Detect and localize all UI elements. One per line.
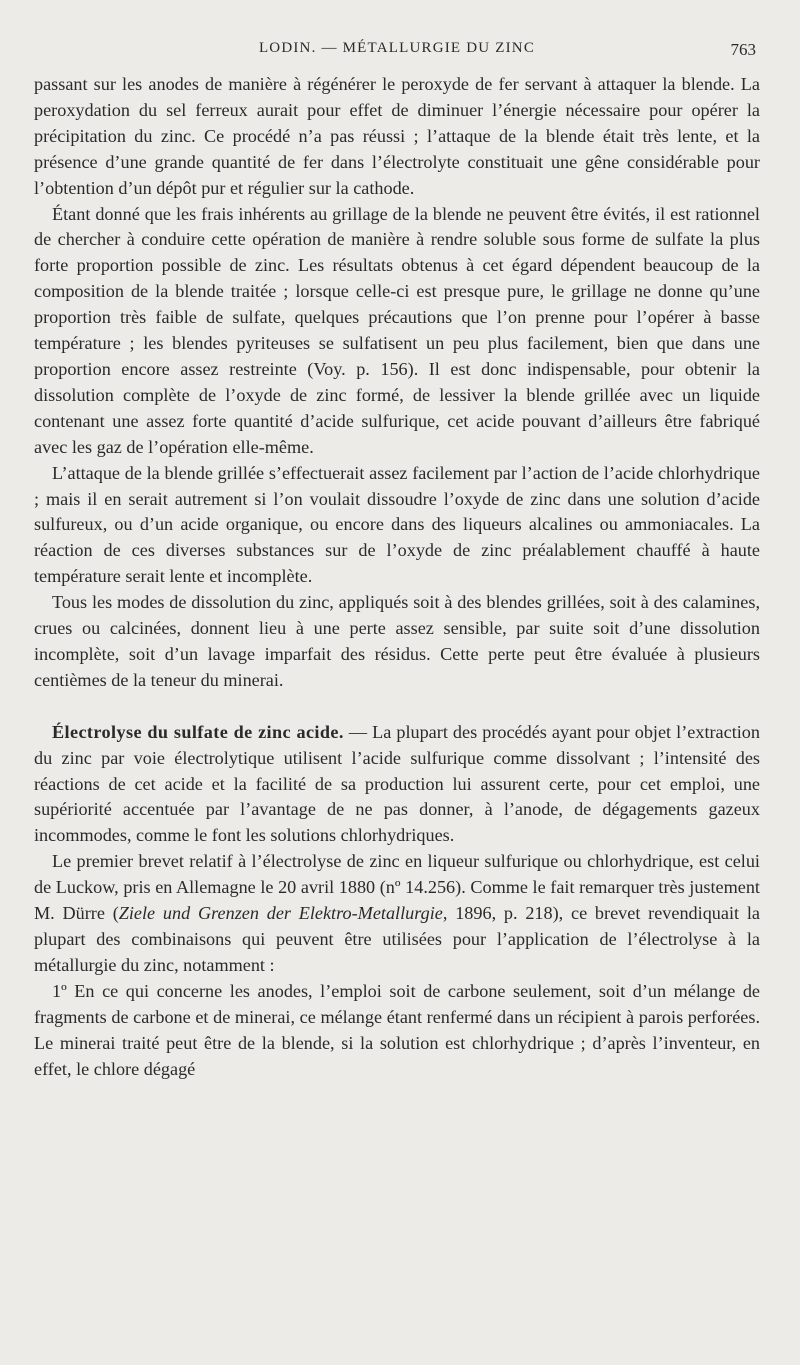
paragraph-2: Étant donné que les frais inhérents au grillage de la blende ne peuvent être évités, il est rationnel de chercher à conduire cette opération de manière à rendre soluble sous forme de sulfate la plus forte proportion possible de zinc. Les résultats obtenus à cet égard dépendent beaucoup de la composition de la blende traitée ; lorsque celle-ci est presque pure, le grillage ne donne qu’une proportion très faible de sulfate, quelques précautions que l’on prenne pour l’opérer à basse température ; les blendes pyriteuses se sulfatisent un peu plus facilement, bien que dans une proportion encore assez restreinte (Voy. p. 156). Il est donc indispensable, pour obtenir la dissolution complète de l’oxyde de zinc formé, de lessiver la blende grillée avec un liquide contenant une assez forte quantité d’acide sulfurique, cet acide pouvant d’ailleurs être fabriqué avec les gaz de l’opération elle-même. <box>34 203 760 457</box>
section-title: Électrolyse du sulfate de zinc acide. <box>52 721 344 742</box>
patent-text-before: Le premier brevet relatif à l’électrolyse de zinc en liqueur sulfurique ou chlorhydrique, est celui de Luckow, pris en Allemagne le 20 avril 1880 (nº 14.256). Comme le fait remarquer très justement M. Dürre ( <box>34 851 760 924</box>
patent-text-after: , 1896, p. 218), ce brevet revendiquait la plupart des combinaisons qui peuvent être utilisées pour l’application de l’électrolyse à la métallurgie du zinc, notamment : <box>34 903 760 975</box>
paragraph-3: L’attaque de la blende grillée s’effectuerait assez facilement par l’action de l’acide chlorhydrique ; mais il en serait autrement si l’on voulait dissoudre l’oxyde de zinc dans une solution d’acide sulfureux, ou d’un acide organique, ou encore dans des liqueurs alcalines ou ammoniacales. La réaction de ces diverses substances sur de l’oxyde de zinc préalablement chauffé à haute température serait lente et incomplète. <box>34 462 760 587</box>
page-header <box>34 36 760 72</box>
paragraph-4: Tous les modes de dissolution du zinc, appliqués soit à des blendes grillées, soit à des calamines, crues ou calcinées, donnent lieu à une perte assez sensible, par suite soit d’une dissolution incomplète, soit d’un lavage imparfait des résidus. Cette perte peut être évaluée à plusieurs centièmes de la teneur du minerai. <box>34 592 760 690</box>
running-title: LODIN. — MÉTALLURGIE DU ZINC <box>258 40 536 56</box>
list-paragraph-1: 1º En ce qui concerne les anodes, l’emploi soit de carbone seulement, soit d’un mélange de fragments de carbone et de minerai, ce mélange étant renfermé dans un récipient à parois perforées. Le minerai traité peut être de la blende, si la solution est chlorhydrique ; d’après l’inventeur, en effet, le chlore dégagé <box>34 980 760 1079</box>
body-text <box>34 72 760 1082</box>
section-paragraph <box>34 720 760 850</box>
paragraph-1: passant sur les anodes de manière à régénérer le peroxyde de fer servant à attaquer la blende. La peroxydation du sel ferreux aurait pour effet de diminuer l’énergie nécessaire pour opérer la précipitation du zinc. Ce procédé n’a pas réussi ; l’attaque de la blende était très lente, et la présence d’une grande quantité de fer dans l’électrolyte constituait une gêne considérable pour l’obtention d’un dépôt pur et régulier sur la cathode. <box>34 74 760 198</box>
section-text: — La plupart des procédés ayant pour objet l’extraction du zinc par voie électrolytique utilisent l’acide sulfurique comme dissolvant ; l’intensité des réactions de cet acide et la facilité de sa production lui assurent certe, pour cet emploi, une supériorité accentuée par l’avantage de ne pas donner, à l’anode, de dégagements gazeux incommodes, comme le font les solutions chlorhydriques. <box>34 721 760 846</box>
patent-paragraph <box>34 849 760 979</box>
book-title: Ziele und Grenzen der Elektro-Metallurgie <box>118 903 443 924</box>
page-number: 763 <box>730 40 756 59</box>
